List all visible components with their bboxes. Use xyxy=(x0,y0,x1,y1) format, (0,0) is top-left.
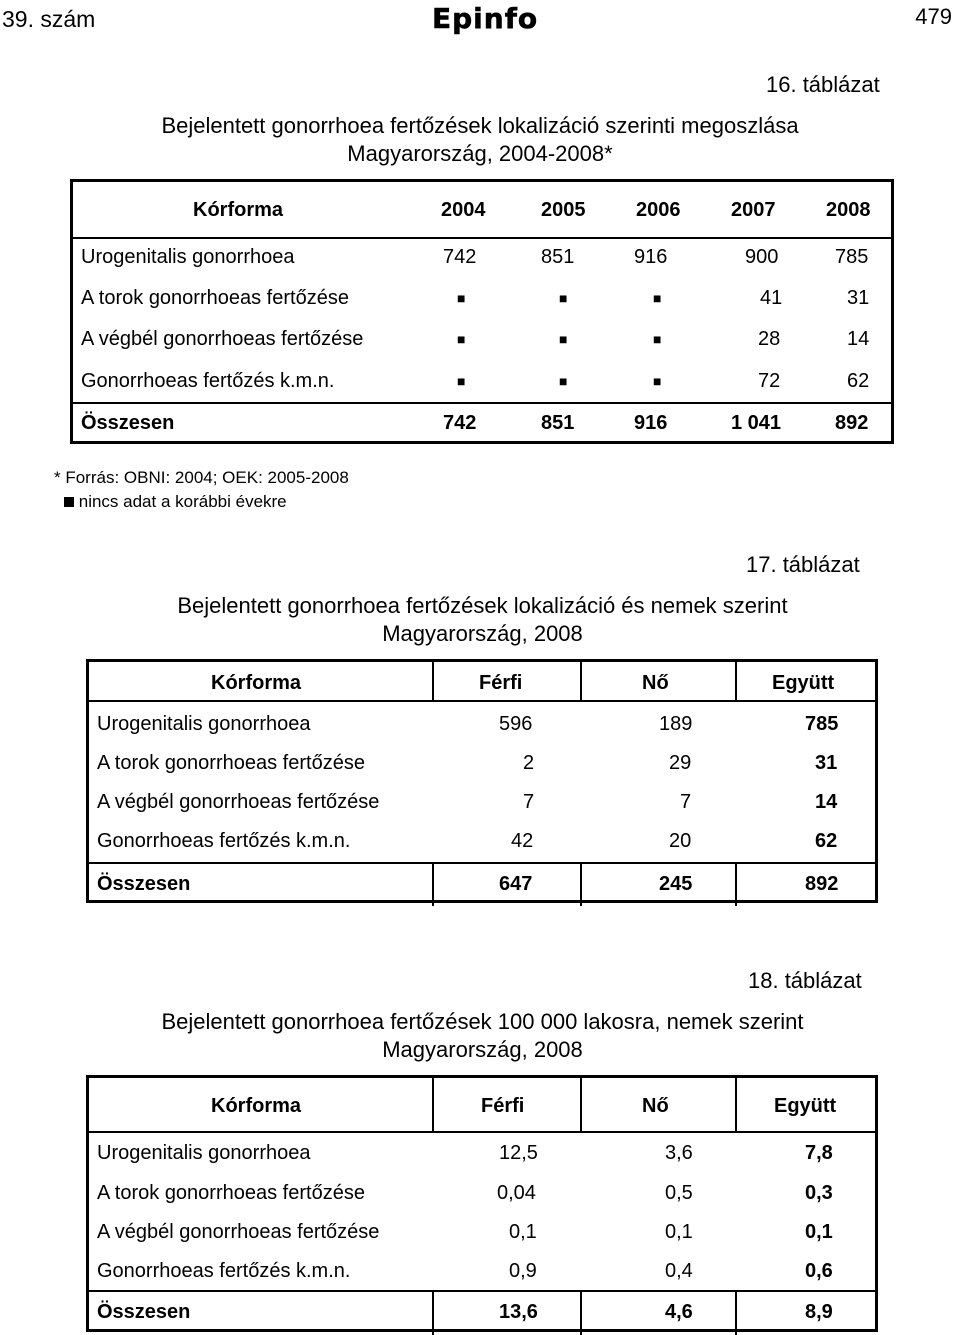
col-divider xyxy=(580,1078,582,1133)
table17-number: 17. táblázat xyxy=(746,552,860,577)
issue-number: 39. szám xyxy=(2,6,96,32)
cell: 3,6 xyxy=(665,1142,693,1164)
col-divider xyxy=(432,662,434,702)
no-data-marker: ■ xyxy=(457,373,466,389)
table18-title-line1: Bejelentett gonorrhoea fertőzések 100 000 lakosra, nemek szerint xyxy=(161,1009,804,1034)
table16-footnote-nodata xyxy=(64,490,287,514)
total-cell: 916 xyxy=(634,412,668,434)
no-data-marker: ■ xyxy=(559,331,568,347)
cell: 42 xyxy=(511,830,534,852)
col-divider xyxy=(580,1290,582,1335)
table16-title-line2: Magyarország, 2004-2008* xyxy=(347,141,613,166)
cell: 72 xyxy=(758,370,781,392)
no-data-marker: ■ xyxy=(457,290,466,306)
cell: 0,1 xyxy=(805,1221,833,1243)
table16-total-divider xyxy=(73,402,891,404)
col-divider xyxy=(735,862,737,906)
table18-header-divider xyxy=(89,1131,875,1133)
cell: 596 xyxy=(499,713,533,735)
total-cell: 8,9 xyxy=(805,1301,833,1323)
cell: 0,1 xyxy=(665,1221,693,1243)
table17-header-férfi: Férfi xyxy=(479,672,523,694)
col-divider xyxy=(432,862,434,906)
cell: 785 xyxy=(805,713,839,735)
table16-number: 16. táblázat xyxy=(766,72,880,97)
cell: 28 xyxy=(758,328,781,350)
cell: 189 xyxy=(659,713,693,735)
row-label: A torok gonorrhoeas fertőzése xyxy=(97,1182,365,1204)
table18-header-együtt: Együtt xyxy=(774,1095,837,1117)
cell: 851 xyxy=(541,246,575,268)
table16-header-2007: 2007 xyxy=(731,199,776,221)
cell: 742 xyxy=(443,246,477,268)
table16-header-kórforma: Kórforma xyxy=(193,199,284,221)
cell: 0,3 xyxy=(805,1182,833,1204)
table17-header-kórforma: Kórforma xyxy=(211,672,302,694)
row-label: Gonorrhoeas fertőzés k.m.n. xyxy=(81,370,335,392)
cell: 41 xyxy=(760,287,783,309)
total-label: Összesen xyxy=(97,873,191,895)
epinfo-logo: Epinfo xyxy=(432,2,539,35)
total-cell: 742 xyxy=(443,412,477,434)
cell: 7 xyxy=(680,791,692,813)
cell: 31 xyxy=(815,752,838,774)
table17-total-divider xyxy=(89,862,875,864)
row-label: A torok gonorrhoeas fertőzése xyxy=(81,287,349,309)
table18 xyxy=(86,1075,878,1332)
cell: 0,04 xyxy=(497,1182,536,1204)
total-cell: 892 xyxy=(805,873,839,895)
table16-header-2004: 2004 xyxy=(441,199,486,221)
total-cell: 4,6 xyxy=(665,1301,693,1323)
table18-title xyxy=(60,1008,905,1064)
no-data-marker: ■ xyxy=(559,373,568,389)
cell: 20 xyxy=(669,830,692,852)
cell: 0,5 xyxy=(665,1182,693,1204)
table16 xyxy=(70,179,894,444)
total-cell: 245 xyxy=(659,873,693,895)
table16-footnote-source: * Forrás: OBNI: 2004; OEK: 2005-2008 xyxy=(54,468,349,487)
table18-title-line2: Magyarország, 2008 xyxy=(382,1037,583,1062)
row-label: Urogenitalis gonorrhoea xyxy=(97,1142,311,1164)
cell: 14 xyxy=(815,791,838,813)
cell: 0,9 xyxy=(509,1260,537,1282)
row-label: A végbél gonorrhoeas fertőzése xyxy=(97,791,380,813)
cell: 0,1 xyxy=(509,1221,537,1243)
total-label: Összesen xyxy=(97,1301,191,1323)
no-data-marker: ■ xyxy=(559,290,568,306)
no-data-marker: ■ xyxy=(457,331,466,347)
table17-header-divider xyxy=(89,700,875,702)
table18-header-nő: Nő xyxy=(642,1095,669,1117)
col-divider xyxy=(735,662,737,702)
cell: 29 xyxy=(669,752,692,774)
table16-header-2006: 2006 xyxy=(636,199,681,221)
row-label: A végbél gonorrhoeas fertőzése xyxy=(81,328,364,350)
footnote-nodata-text: nincs adat a korábbi évekre xyxy=(78,492,287,511)
table16-header-2008: 2008 xyxy=(826,199,871,221)
table17-header-nő: Nő xyxy=(642,672,669,694)
table16-title xyxy=(60,112,900,168)
table16-header-divider xyxy=(73,237,891,239)
cell: 62 xyxy=(815,830,838,852)
total-cell: 851 xyxy=(541,412,575,434)
table16-header-2005: 2005 xyxy=(541,199,586,221)
col-divider xyxy=(580,662,582,702)
table17 xyxy=(86,659,878,903)
cell: 12,5 xyxy=(499,1142,538,1164)
cell: 0,6 xyxy=(805,1260,833,1282)
cell: 900 xyxy=(745,246,779,268)
cell: 785 xyxy=(835,246,869,268)
col-divider xyxy=(735,1078,737,1133)
row-label: A végbél gonorrhoeas fertőzése xyxy=(97,1221,380,1243)
cell: 7,8 xyxy=(805,1142,833,1164)
table16-title-line1: Bejelentett gonorrhoea fertőzések lokalizáció szerinti megoszlása xyxy=(161,113,799,138)
no-data-marker: ■ xyxy=(653,290,662,306)
cell: 31 xyxy=(847,287,870,309)
table17-header-együtt: Együtt xyxy=(772,672,835,694)
row-label: Urogenitalis gonorrhoea xyxy=(97,713,311,735)
table17-title xyxy=(80,592,885,648)
total-cell: 647 xyxy=(499,873,533,895)
total-cell: 892 xyxy=(835,412,869,434)
cell: 14 xyxy=(847,328,870,350)
total-cell: 13,6 xyxy=(499,1301,538,1323)
page-number: 479 xyxy=(915,4,952,29)
row-label: Gonorrhoeas fertőzés k.m.n. xyxy=(97,1260,351,1282)
cell: 916 xyxy=(634,246,668,268)
table17-title-line1: Bejelentett gonorrhoea fertőzések lokalizáció és nemek szerint xyxy=(177,593,788,618)
row-label: A torok gonorrhoeas fertőzése xyxy=(97,752,365,774)
table18-header-férfi: Férfi xyxy=(481,1095,525,1117)
cell: 62 xyxy=(847,370,870,392)
no-data-square-icon xyxy=(64,497,74,507)
no-data-marker: ■ xyxy=(653,331,662,347)
total-label: Összesen xyxy=(81,412,175,434)
table17-title-line2: Magyarország, 2008 xyxy=(382,621,583,646)
row-label: Gonorrhoeas fertőzés k.m.n. xyxy=(97,830,351,852)
total-cell: 1 041 xyxy=(731,412,782,434)
no-data-marker: ■ xyxy=(653,373,662,389)
table18-header-kórforma: Kórforma xyxy=(211,1095,302,1117)
cell: 0,4 xyxy=(665,1260,693,1282)
table18-number: 18. táblázat xyxy=(748,968,862,993)
cell: 7 xyxy=(523,791,535,813)
cell: 2 xyxy=(523,752,535,774)
row-label: Urogenitalis gonorrhoea xyxy=(81,246,295,268)
col-divider xyxy=(580,862,582,906)
col-divider xyxy=(432,1290,434,1335)
col-divider xyxy=(432,1078,434,1133)
col-divider xyxy=(735,1290,737,1335)
table18-total-divider xyxy=(89,1290,875,1292)
